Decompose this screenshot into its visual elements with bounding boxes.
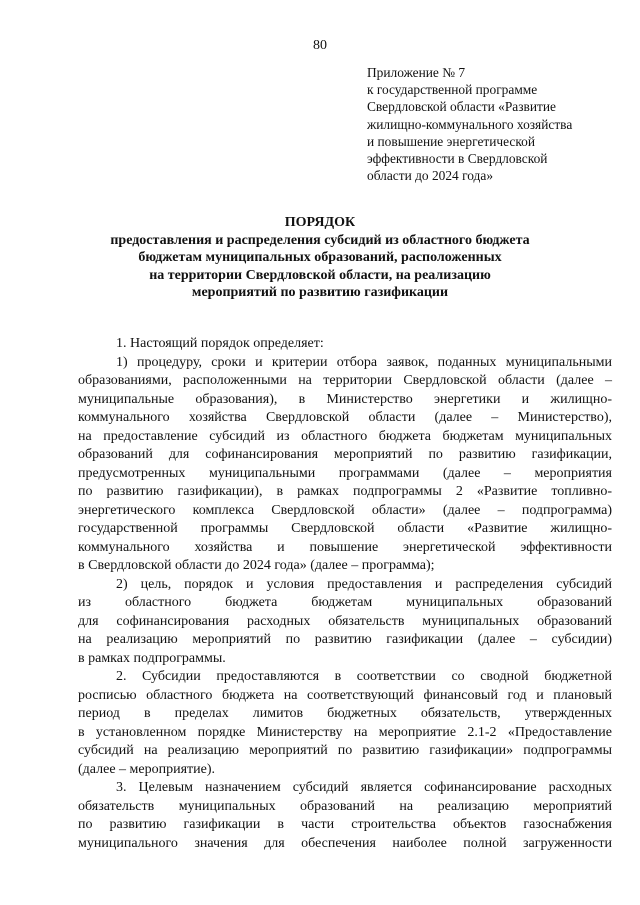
appendix-line: жилищно-коммунального хозяйства — [367, 116, 573, 132]
appendix-line: эффективности в Свердловской — [367, 151, 548, 167]
paragraph — [78, 335, 612, 354]
paragraph-line: предусмотренных муниципальными программами (далее – мероприятия — [78, 465, 612, 481]
paragraph-line: в установленном порядке Министерству на мероприятие 2.1-2 «Предоставление — [78, 724, 612, 740]
paragraph-line: 1. Настоящий порядок определяет: — [116, 336, 324, 351]
paragraph-line: в рамках подпрограммы. — [78, 650, 226, 666]
paragraph-line: коммунального хозяйства Свердловской области (далее – Министерство), — [78, 410, 612, 425]
paragraph-line: 2. Субсидии предоставляются в соответствии со сводной бюджетной — [116, 669, 612, 684]
paragraph-line: обязательств муниципальных образований на реализацию мероприятий — [78, 798, 612, 814]
paragraph-line: коммунального хозяйства и повышение энергетической эффективности — [78, 539, 612, 555]
paragraph-line: по развитию газификации в части строительства объектов газоснабжения — [78, 817, 612, 832]
paragraph-line: на предоставление субсидий из областного бюджета бюджетам муниципальных — [78, 428, 612, 444]
title-line: бюджетам муниципальных образований, расположенных — [138, 250, 502, 266]
paragraph-line: в Свердловской области до 2024 года» (далее – программа); — [78, 558, 435, 573]
paragraph-line: период в пределах лимитов бюджетных обязательств, утвержденных — [78, 706, 612, 721]
paragraph — [78, 354, 612, 576]
paragraph — [78, 576, 612, 669]
paragraph-line: образованиями, расположенными на территории Свердловской области (далее – — [78, 373, 612, 388]
paragraph-line: росписью областного бюджета на соответствующий финансовый год и плановый — [78, 687, 612, 703]
appendix-line: Приложение № 7 — [367, 65, 466, 80]
paragraph — [78, 668, 612, 779]
paragraph-line: на реализацию мероприятий по развитию газификации (далее – субсидии) — [78, 632, 612, 647]
appendix-line: к государственной программе — [367, 82, 538, 98]
paragraph-line: образований для софинансирования мероприятий по развитию газификации, — [78, 447, 612, 462]
page-number: 80 — [313, 38, 327, 53]
title-line: мероприятий по развитию газификации — [191, 285, 449, 301]
title-line: предоставления и распределения субсидий из областного бюджета — [110, 232, 530, 248]
paragraph-line: 2) цель, порядок и условия предоставления и распределения субсидий — [116, 576, 612, 592]
appendix-line: и повышение энергетической — [367, 133, 536, 149]
title-line: на территории Свердловской области, на реализацию — [149, 267, 491, 283]
document-title — [0, 214, 640, 302]
paragraph-line: из областного бюджета бюджетам муниципальных образований — [78, 595, 612, 610]
paragraph-line: муниципального значения для обеспечения наиболее полной загруженности — [78, 835, 612, 851]
paragraph-line: государственной программы Свердловской области «Развитие жилищно- — [78, 521, 612, 536]
paragraph-line: для софинансирования расходных обязательств муниципальных образований — [78, 613, 612, 629]
appendix-note — [367, 64, 617, 184]
paragraph-line: 1) процедуру, сроки и критерии отбора заявок, поданных муниципальными — [116, 354, 612, 370]
paragraph-line: субсидий на реализацию мероприятий по развитию газификации» подпрограммы — [78, 743, 612, 758]
appendix-line: Свердловской области «Развитие — [367, 99, 556, 115]
appendix-line: области до 2024 года» — [367, 168, 494, 184]
body-text — [78, 335, 612, 853]
title-heading: ПОРЯДОК — [284, 215, 356, 230]
paragraph-line: по развитию газификации), в рамках подпрограммы 2 «Развитие топливно- — [78, 484, 612, 499]
paragraph — [78, 779, 612, 853]
paragraph-line: энергетического комплекса Свердловской области» (далее – подпрограмма) — [78, 502, 612, 518]
paragraph-line: (далее – мероприятие). — [78, 761, 216, 777]
paragraph-line: 3. Целевым назначением субсидий является софинансирование расходных — [116, 780, 612, 795]
paragraph-line: муниципальные образования), в Министерство энергетики и жилищно- — [78, 391, 612, 407]
